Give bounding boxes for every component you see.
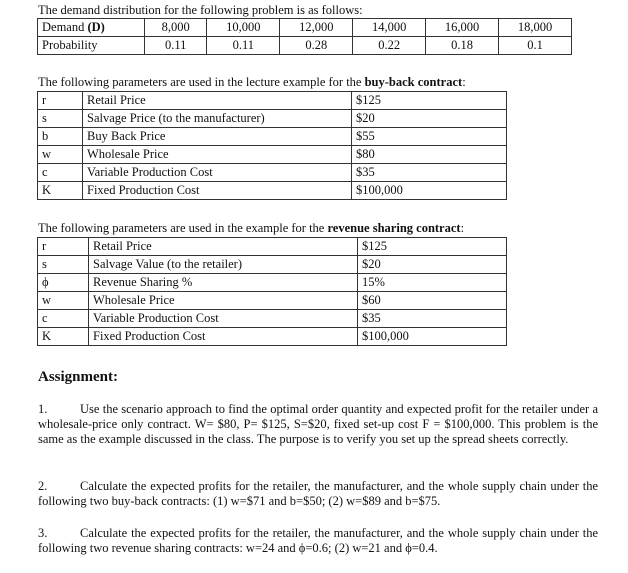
param-description: Salvage Value (to the retailer) xyxy=(89,256,358,274)
param-symbol: ϕ xyxy=(38,274,89,292)
probability-value: 0.11 xyxy=(145,37,207,55)
assignment-item-1 xyxy=(38,402,598,447)
demand-value: 14,000 xyxy=(353,19,426,37)
probability-value: 0.28 xyxy=(280,37,353,55)
table-row xyxy=(38,164,507,182)
assignment-item-3 xyxy=(38,526,598,556)
param-value: $20 xyxy=(352,110,507,128)
param-symbol: K xyxy=(38,328,89,346)
param-description: Fixed Production Cost xyxy=(83,182,352,200)
param-symbol: K xyxy=(38,182,83,200)
param-value: $60 xyxy=(358,292,507,310)
item-number: 2. xyxy=(38,479,48,493)
param-value: $55 xyxy=(352,128,507,146)
item-text: Calculate the expected profits for the retailer, the manufacturer, and the whole supply chain under the following two revenue sharing contracts: w=24 and ϕ=0.6; (2) w=21 and ϕ=0.4. xyxy=(38,526,598,555)
demand-value: 18,000 xyxy=(499,19,572,37)
param-description: Variable Production Cost xyxy=(83,164,352,182)
param-value: $125 xyxy=(352,92,507,110)
param-symbol: w xyxy=(38,292,89,310)
param-value: $100,000 xyxy=(352,182,507,200)
table-row xyxy=(38,128,507,146)
demand-value: 16,000 xyxy=(426,19,499,37)
item-text: Use the scenario approach to find the optimal order quantity and expected profit for the retailer under a wholesale-price only contract. W= $80, P= $125, S=$20, fixed set-up cost F = $100,000. This problem is the same as the example discussed in the class. The purpose is to verify you set up the spread sheets correctly. xyxy=(38,402,598,446)
probability-value: 0.22 xyxy=(353,37,426,55)
demand-intro: The demand distribution for the following problem is as follows: xyxy=(38,3,363,17)
table-row xyxy=(38,256,507,274)
param-value: $35 xyxy=(352,164,507,182)
demand-value: 12,000 xyxy=(280,19,353,37)
demand-value: 8,000 xyxy=(145,19,207,37)
param-description: Wholesale Price xyxy=(83,146,352,164)
table-row xyxy=(38,310,507,328)
param-value: $35 xyxy=(358,310,507,328)
param-value: 15% xyxy=(358,274,507,292)
param-value: $100,000 xyxy=(358,328,507,346)
table-row xyxy=(38,146,507,164)
demand-table xyxy=(37,18,572,55)
probability-value: 0.1 xyxy=(499,37,572,55)
param-symbol: r xyxy=(38,92,83,110)
demand-value: 10,000 xyxy=(207,19,280,37)
table-row xyxy=(38,238,507,256)
assignment-heading: Assignment: xyxy=(38,369,119,385)
param-description: Retail Price xyxy=(89,238,358,256)
assignment-item-2 xyxy=(38,479,598,509)
item-number: 3. xyxy=(38,526,48,540)
param-description: Salvage Price (to the manufacturer) xyxy=(83,110,352,128)
param-description: Variable Production Cost xyxy=(89,310,358,328)
demand-label: Demand (D) xyxy=(38,19,145,37)
table-row xyxy=(38,182,507,200)
param-value: $125 xyxy=(358,238,507,256)
buyback-table xyxy=(37,91,507,200)
param-symbol: r xyxy=(38,238,89,256)
buyback-intro: The following parameters are used in the lecture example for the buy-back contract: xyxy=(38,75,466,89)
probability-value: 0.11 xyxy=(207,37,280,55)
table-row xyxy=(38,292,507,310)
probability-value: 0.18 xyxy=(426,37,499,55)
param-value: $80 xyxy=(352,146,507,164)
revenue-table xyxy=(37,237,507,346)
param-value: $20 xyxy=(358,256,507,274)
table-row xyxy=(38,110,507,128)
param-description: Buy Back Price xyxy=(83,128,352,146)
param-symbol: c xyxy=(38,164,83,182)
probability-row xyxy=(38,37,572,55)
param-description: Fixed Production Cost xyxy=(89,328,358,346)
param-symbol: s xyxy=(38,256,89,274)
table-row xyxy=(38,92,507,110)
probability-label: Probability xyxy=(38,37,145,55)
item-number: 1. xyxy=(38,402,48,416)
param-description: Wholesale Price xyxy=(89,292,358,310)
table-row xyxy=(38,274,507,292)
param-description: Retail Price xyxy=(83,92,352,110)
param-symbol: w xyxy=(38,146,83,164)
param-symbol: s xyxy=(38,110,83,128)
param-description: Revenue Sharing % xyxy=(89,274,358,292)
param-symbol: c xyxy=(38,310,89,328)
item-text: Calculate the expected profits for the retailer, the manufacturer, and the whole supply chain under the following two buy-back contracts: (1) w=$71 and b=$50; (2) w=$89 and b=$75. xyxy=(38,479,598,508)
demand-row xyxy=(38,19,572,37)
revenue-intro: The following parameters are used in the example for the revenue sharing contract: xyxy=(38,221,465,235)
table-row xyxy=(38,328,507,346)
param-symbol: b xyxy=(38,128,83,146)
